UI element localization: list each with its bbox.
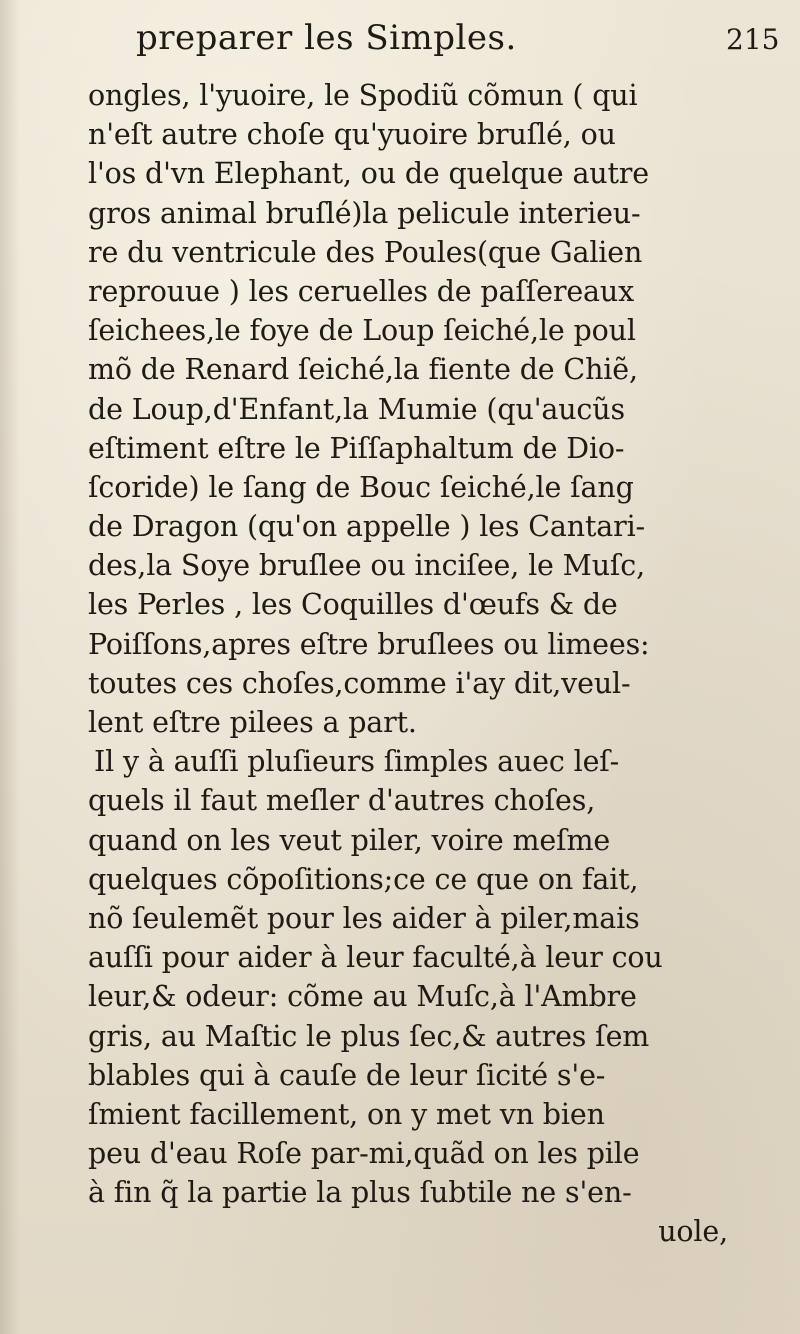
page-header [0, 14, 800, 62]
text-line: peu d'eau Roſe par-mi,quãd on les pile [88, 1137, 640, 1171]
text-line: des,la Soye bruſlee ou inciſee, le Muſc, [88, 549, 646, 583]
body-text [88, 76, 728, 1252]
text-line: eſtiment eſtre le Piſſaphaltum de Dio- [88, 431, 625, 465]
text-line: auſſi pour aider à leur faculté,à leur cou [88, 941, 663, 975]
text-line: ongles, l'yuoire, le Spodiũ cõmun ( qui [88, 79, 638, 112]
text-line: de Dragon (qu'on appelle ) les Cantari- [88, 510, 646, 544]
text-line: quand on les veut piler, voire meſme [88, 823, 611, 857]
text-line: quelques cõpoſitions;ce ce que on fait, [88, 862, 639, 896]
text-line: toutes ces choſes,comme i'ay dit,veul- [88, 666, 631, 700]
text-line: re du ventricule des Poules(que Galien [88, 235, 643, 269]
gutter-shadow [0, 0, 20, 1334]
page-number: 215 [726, 23, 780, 56]
paragraph-start-line: Il y à auſſi pluſieurs ſimples auec leſ- [94, 745, 620, 779]
text-line: ſmient facillement, on y met vn bien [88, 1097, 605, 1131]
text-line: mõ de Renard ſeiché,la fiente de Chiẽ, [88, 353, 638, 387]
text-line: quels il faut meſler d'autres choſes, [88, 784, 596, 818]
text-line: gros animal bruſlé)la pelicule interieu- [88, 196, 641, 230]
text-line: ſcoride) le ſang de Bouc ſeiché,le ſang [88, 470, 634, 504]
text-line: les Perles , les Coquilles d'œufs & de [88, 588, 618, 622]
text-line: gris, au Maſtic le plus ſec,& autres ſem [88, 1019, 650, 1053]
text-line: nõ ſeulemẽt pour les aider à piler,mais [88, 901, 640, 935]
text-line: leur,& odeur: cõme au Muſc,à l'Ambre [88, 980, 637, 1014]
text-line: Poiſſons,apres eſtre bruſlees ou limees: [88, 627, 650, 661]
text-line: lent eſtre pilees a part. [88, 706, 417, 739]
text-line: ſeichees,le foye de Loup ſeiché,le poul [88, 314, 636, 348]
text-line: à fin q̃ la partie la plus ſubtile ne s'en- [88, 1176, 632, 1210]
running-title: preparer les Simples. [136, 18, 517, 58]
catchword: uole, [658, 1215, 728, 1249]
text-line: de Loup,d'Enfant,la Mumie (qu'aucũs [88, 392, 625, 426]
text-line: n'eſt autre choſe qu'yuoire bruſlé, ou [88, 118, 616, 152]
text-line: l'os d'vn Elephant, ou de quelque autre [88, 157, 649, 191]
text-line: reprouue ) les ceruelles de paſſereaux [88, 274, 635, 308]
text-line: blables qui à cauſe de leur ſicité s'e- [88, 1058, 606, 1092]
